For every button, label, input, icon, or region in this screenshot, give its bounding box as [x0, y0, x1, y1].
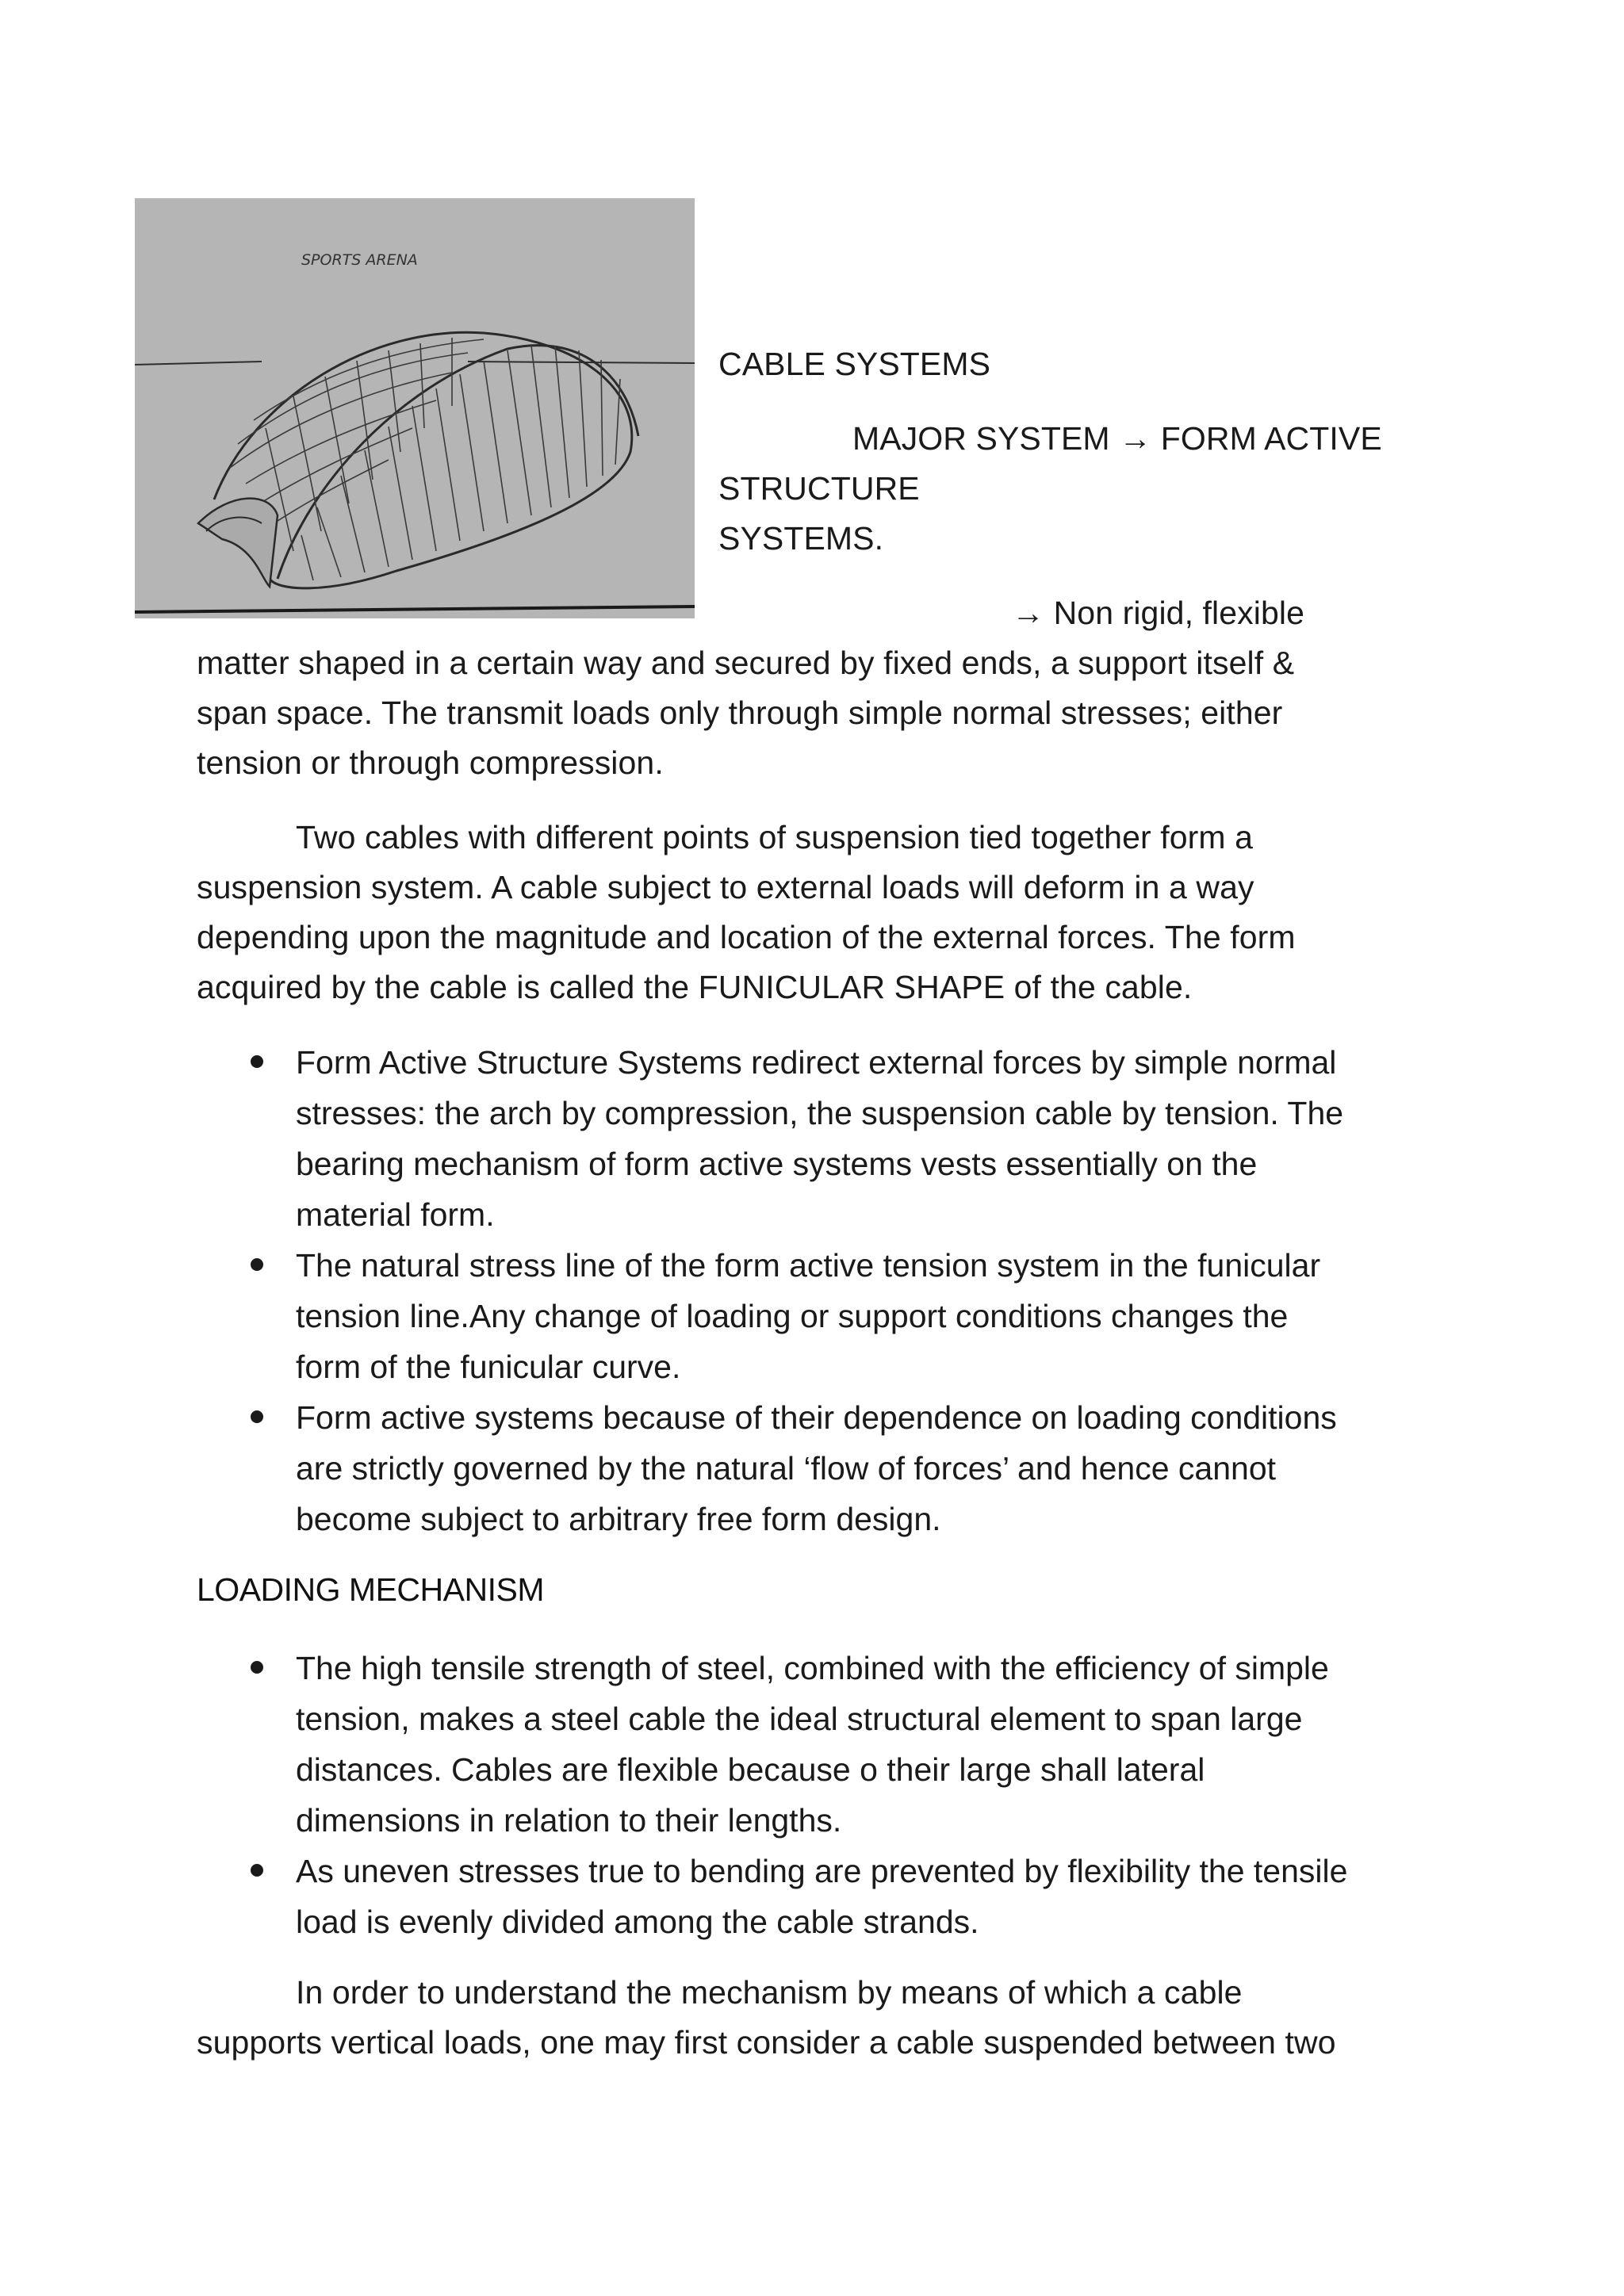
list-item: [197, 1392, 1343, 1544]
list-item-line: tension line.Any change of loading or support conditions changes the: [296, 1298, 1289, 1334]
intro-line-4: tension or through compression.: [197, 744, 664, 781]
list-item-line: Form active systems because of their dependence on loading conditions: [296, 1399, 1337, 1436]
list-item-line: stresses: the arch by compression, the suspension cable by tension. The: [296, 1095, 1344, 1131]
list-item-line: tension, makes a steel cable the ideal structural element to span large: [296, 1701, 1303, 1737]
list-item-line: The high tensile strength of steel, combined with the efficiency of simple: [296, 1650, 1329, 1686]
list-item-line: As uneven stresses true to bending are prevented by flexibility the tensile: [296, 1853, 1348, 1889]
list-item-line: bearing mechanism of form active systems vests essentially on the: [296, 1146, 1258, 1182]
list-item: [197, 1846, 1347, 1947]
bullet-icon: [251, 1410, 263, 1423]
list-item-line: are strictly governed by the natural ‘flow of forces’ and hence cannot: [296, 1450, 1277, 1487]
sports-arena-sketch-image: [135, 198, 695, 618]
para2-line-3: depending upon the magnitude and location of the external forces. The form: [197, 919, 1296, 955]
bullet-icon: [251, 1258, 263, 1271]
sketch-drawing: [135, 198, 695, 618]
list-item-line: dimensions in relation to their lengths.: [296, 1802, 842, 1839]
list-item-line: material form.: [296, 1196, 495, 1233]
section-heading-loading-mechanism: LOADING MECHANISM: [197, 1571, 544, 1608]
list-item-line: The natural stress line of the form active tension system in the funicular: [296, 1247, 1321, 1284]
list-item: [197, 1037, 1343, 1240]
para2-line-4: acquired by the cable is called the FUNICULAR SHAPE of the cable.: [197, 969, 1193, 1005]
list-item-line: distances. Cables are flexible because o their large shall lateral: [296, 1751, 1205, 1788]
major-system-line: MAJOR SYSTEM → FORM ACTIVE: [852, 420, 1382, 457]
bullet-list-loading: [197, 1643, 1347, 1947]
intro-line-1: → Non rigid, flexible: [1012, 595, 1304, 631]
structure-line: STRUCTURE: [718, 470, 920, 507]
intro-line-3: span space. The transmit loads only through simple normal stresses; either: [197, 695, 1283, 731]
list-item: [197, 1240, 1343, 1392]
para3-line-2: supports vertical loads, one may first consider a cable suspended between two: [197, 2024, 1336, 2061]
list-item: [197, 1643, 1347, 1846]
bullet-icon: [251, 1661, 263, 1674]
list-item-line: load is evenly divided among the cable strands.: [296, 1904, 979, 1940]
list-item-line: become subject to arbitrary free form design.: [296, 1501, 941, 1537]
intro-line-2: matter shaped in a certain way and secured by fixed ends, a support itself &: [197, 645, 1295, 681]
list-item-line: Form Active Structure Systems redirect external forces by simple normal: [296, 1044, 1337, 1081]
bullet-icon: [251, 1864, 263, 1877]
systems-line: SYSTEMS.: [718, 520, 884, 557]
para2-line-2: suspension system. A cable subject to external loads will deform in a way: [197, 869, 1254, 905]
bullet-list-form-active: [197, 1037, 1343, 1544]
sketch-label: SPORTS ARENA: [301, 251, 418, 269]
bullet-icon: [251, 1055, 263, 1068]
para3-line-1: In order to understand the mechanism by means of which a cable: [296, 1974, 1243, 2011]
list-item-line: form of the funicular curve.: [296, 1349, 681, 1385]
section-title-cable-systems: CABLE SYSTEMS: [718, 346, 991, 382]
para2-line-1: Two cables with different points of suspension tied together form a: [296, 819, 1254, 855]
